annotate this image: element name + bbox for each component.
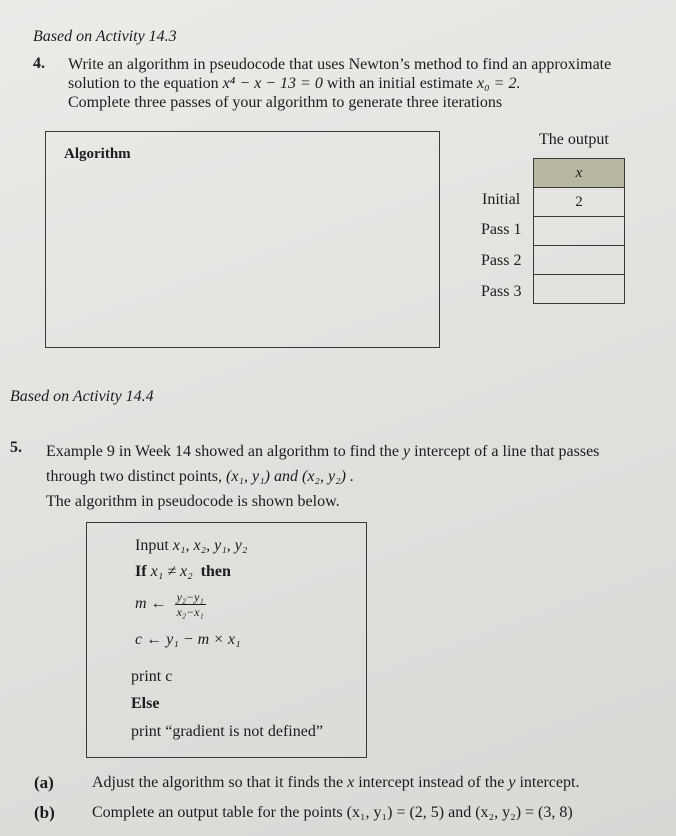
code-c-line: c ← y₁ − m × x₁ <box>135 631 241 648</box>
row-label-pass1: Pass 1 <box>481 221 522 238</box>
q4-line1: Write an algorithm in pseudocode that uses Newton’s method to find an approximate <box>68 56 612 73</box>
q5-line2: through two distinct points, (x₁, y₁) and (x₂, y₂) . <box>46 468 354 485</box>
output-title: The output <box>539 131 609 148</box>
part-a-text: Adjust the algorithm so that it finds the x intercept instead of the y intercept. <box>92 774 580 791</box>
code-print-msg: print “gradient is not defined” <box>131 723 323 740</box>
q4-equation: x⁴ − x − 13 = 0 <box>222 75 323 92</box>
code-input-line: Input x₁, x₂, y₁, y₂ <box>135 537 248 554</box>
q4-number: 4. <box>33 55 45 72</box>
output-cell-pass3[interactable] <box>534 275 625 304</box>
algorithm-box[interactable] <box>45 131 440 348</box>
code-if-line: If x₁ ≠ x₂ then <box>135 563 231 580</box>
part-b-label: (b) <box>34 803 55 822</box>
q4-text <box>68 55 668 112</box>
q5-number: 5. <box>10 439 22 456</box>
code-m-line: m ← $\frac{\text{y₂−y₁}}{\text{x₂−x₁}}$ <box>135 590 204 619</box>
q4-estimate: x₀ = 2. <box>477 75 521 92</box>
code-else: Else <box>131 695 160 712</box>
q5-line3: The algorithm in pseudocode is shown below. <box>46 493 340 510</box>
code-print-c: print c <box>131 668 173 685</box>
output-cell-pass2[interactable] <box>534 246 625 275</box>
part-b-points: (x₁, y₁) = (2, 5) and (x₂, y₂) = (3, 8) <box>346 804 573 821</box>
part-b-text: Complete an output table for the points (x₁, y₁) = (2, 5) and (x₂, y₂) = (3, 8) <box>92 804 573 821</box>
q5-points: (x₁, y₁) and (x₂, y₂) . <box>226 468 354 485</box>
q4-heading: Based on Activity 14.3 <box>33 28 177 45</box>
pseudocode-box <box>86 522 367 758</box>
gradient-fraction: $\frac{\text{y₂−y₁}}{\text{x₂−x₁}}$ <box>176 590 204 619</box>
q4-line2: solution to the equation x⁴ − x − 13 = 0 with an initial estimate x₀ = 2. <box>68 75 521 92</box>
q5-line1: Example 9 in Week 14 showed an algorithm to find the y intercept of a line that passes <box>46 443 600 460</box>
algorithm-title: Algorithm <box>64 146 131 162</box>
row-label-pass2: Pass 2 <box>481 252 522 269</box>
row-label-pass3: Pass 3 <box>481 283 522 300</box>
part-a-label: (a) <box>34 773 54 792</box>
q5-heading: Based on Activity 14.4 <box>10 388 154 405</box>
output-table <box>533 158 625 304</box>
q4-line3: Complete three passes of your algorithm to generate three iterations <box>68 94 503 111</box>
output-cell-initial[interactable]: 2 <box>534 188 625 217</box>
output-header-x: x <box>534 159 625 188</box>
output-cell-pass1[interactable] <box>534 217 625 246</box>
row-label-initial: Initial <box>482 191 521 208</box>
q5-text <box>46 439 671 514</box>
